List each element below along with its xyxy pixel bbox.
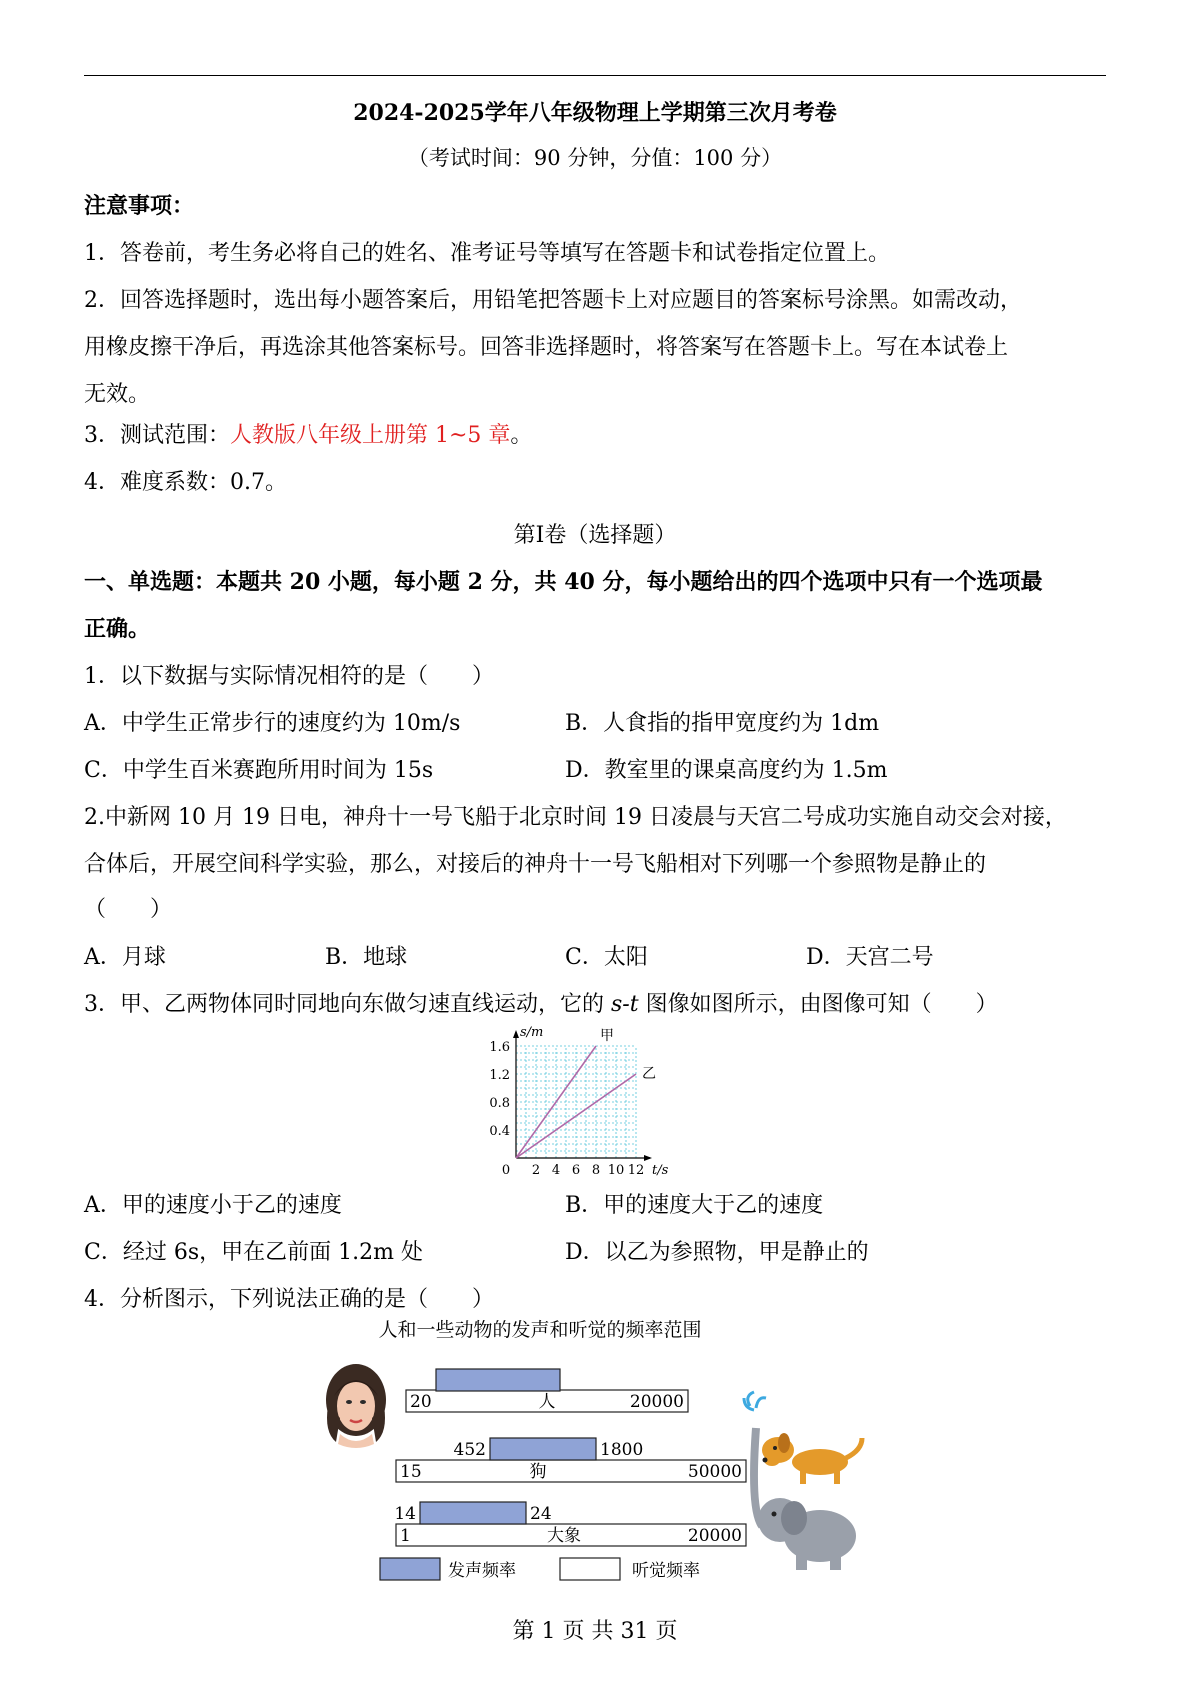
legend-vocal-swatch xyxy=(380,1558,440,1580)
q1-option-d: D．教室里的课桌高度约为 1.5m xyxy=(565,758,888,783)
q3-stem-prefix: 3．甲、乙两物体同时同地向东做匀速直线运动，它的 xyxy=(84,992,611,1017)
note-2-line2: 用橡皮擦干净后，再选涂其他答案标号。回答非选择题时，将答案写在答题卡上。写在本试卷上 xyxy=(84,335,1009,360)
vocal-bar xyxy=(420,1502,526,1524)
hearing-max-label: 20000 xyxy=(687,1526,742,1546)
x-tick-label: 10 xyxy=(607,1163,625,1176)
row-name-label: 狗 xyxy=(529,1462,547,1482)
x-tick-label: 12 xyxy=(627,1163,645,1176)
vocal-max-label: 1800 xyxy=(600,1440,644,1460)
q4-stem: 4．分析图示，下列说法正确的是（ ） xyxy=(84,1287,494,1312)
note-1: 1．答卷前，考生务必将自己的姓名、准考证号等填写在答题卡和试卷指定位置上。 xyxy=(84,241,890,266)
legend-hearing-label: 听觉频率 xyxy=(632,1561,700,1581)
row-name-label: 人 xyxy=(538,1392,556,1412)
q2-option-d: D．天宫二号 xyxy=(806,945,934,970)
legend-vocal-label: 发声频率 xyxy=(448,1561,516,1581)
x-tick-label: 8 xyxy=(591,1163,601,1176)
x-axis-arrow xyxy=(644,1155,652,1161)
note-2-line1: 2．回答选择题时，选出每小题答案后，用铅笔把答题卡上对应题目的答案标号涂黑。如需改动， xyxy=(84,288,1023,313)
q3-option-c: C．经过 6s，甲在乙前面 1.2m 处 xyxy=(84,1240,423,1265)
hearing-min-label: 20 xyxy=(410,1392,432,1412)
notes-heading: 注意事项： xyxy=(84,193,195,219)
y-axis-label: s/m xyxy=(520,1025,544,1040)
q2-stem-line3: （ ） xyxy=(84,897,173,922)
note-4: 4．难度系数：0.7。 xyxy=(84,470,287,495)
q1-option-b: B．人食指的指甲宽度约为 1dm xyxy=(565,711,880,736)
hearing-min-label: 1 xyxy=(400,1526,411,1546)
vocal-bar xyxy=(490,1438,596,1460)
vocal-max-label: 24 xyxy=(530,1504,552,1524)
note-3-prefix: 3．测试范围： xyxy=(84,423,230,448)
y-tick-label: 0.8 xyxy=(489,1096,510,1111)
page-footer: 第 1 页 共 31 页 xyxy=(512,1619,678,1644)
q2-stem-line1: 2.中新网 10 月 19 日电，神舟十一号飞船于北京时间 19 日凌晨与天宫二号成功实施自动交会对接， xyxy=(84,805,1067,830)
q1-option-a: A．中学生正常步行的速度约为 10m/s xyxy=(84,711,461,736)
q3-option-b: B．甲的速度大于乙的速度 xyxy=(565,1193,824,1218)
dog-icon xyxy=(762,1433,862,1484)
hearing-max-label: 50000 xyxy=(687,1462,742,1482)
q1-stem: 1．以下数据与实际情况相符的是（ ） xyxy=(84,664,494,689)
section-heading-line2: 正确。 xyxy=(84,616,151,642)
q2-option-b: B．地球 xyxy=(325,945,408,970)
y-tick-label: 1.6 xyxy=(489,1040,510,1055)
q3-stem xyxy=(84,987,998,1018)
page-subtitle: （考试时间：90 分钟，分值：100 分） xyxy=(407,146,783,170)
q2-option-a: A．月球 xyxy=(84,945,166,970)
q2-stem-line2: 合体后，开展空间科学实验，那么，对接后的神舟十一号飞船相对下列哪一个参照物是静止的 xyxy=(84,852,987,877)
y-tick-label: 1.2 xyxy=(489,1068,510,1083)
vocal-bar xyxy=(436,1369,560,1391)
q2-option-c: C．太阳 xyxy=(565,945,648,970)
frequency-range-figure xyxy=(310,1310,890,1600)
section-heading-line1: 一、单选题：本题共 20 小题，每小题 2 分，共 40 分，每小题给出的四个选项中只有一个选项最 xyxy=(84,569,1043,595)
woman-icon xyxy=(326,1364,386,1448)
hearing-min-label: 15 xyxy=(400,1462,422,1482)
q3-stem-var: s-t xyxy=(611,992,639,1017)
y-tick-label: 0.4 xyxy=(489,1124,510,1139)
volume-heading: 第Ⅰ卷（选择题） xyxy=(513,523,677,548)
x-tick-label: 6 xyxy=(571,1163,581,1176)
x-axis-label: t/s xyxy=(652,1163,669,1176)
y-axis-arrow xyxy=(513,1030,519,1038)
q3-option-d: D．以乙为参照物，甲是静止的 xyxy=(565,1240,869,1265)
legend-hearing-swatch xyxy=(560,1558,620,1580)
series-label: 甲 xyxy=(600,1028,614,1044)
hearing-max-label: 20000 xyxy=(629,1392,684,1412)
note-3-suffix: 。 xyxy=(510,423,533,448)
x-tick-label: 0 xyxy=(501,1163,511,1176)
q3-option-a: A．甲的速度小于乙的速度 xyxy=(84,1193,342,1218)
note-2-line3: 无效。 xyxy=(84,382,151,407)
q3-stem-suffix: 图像如图所示，由图像可知（ ） xyxy=(638,992,998,1017)
x-tick-label: 4 xyxy=(551,1163,561,1176)
st-graph xyxy=(480,1018,710,1176)
note-3 xyxy=(84,418,532,449)
vocal-min-label: 452 xyxy=(453,1440,486,1460)
page-title: 2024-2025学年八年级物理上学期第三次月考卷 xyxy=(353,100,837,126)
row-name-label: 大象 xyxy=(547,1526,581,1546)
note-3-range: 人教版八年级上册第 1~5 章 xyxy=(230,423,511,448)
header-rule xyxy=(84,75,1106,76)
q1-option-c: C．中学生百米赛跑所用时间为 15s xyxy=(84,758,434,783)
vocal-min-label: 14 xyxy=(394,1504,416,1524)
figure-title: 人和一些动物的发声和听觉的频率范围 xyxy=(378,1319,702,1341)
series-label: 乙 xyxy=(642,1066,656,1082)
x-tick-label: 2 xyxy=(531,1163,541,1176)
